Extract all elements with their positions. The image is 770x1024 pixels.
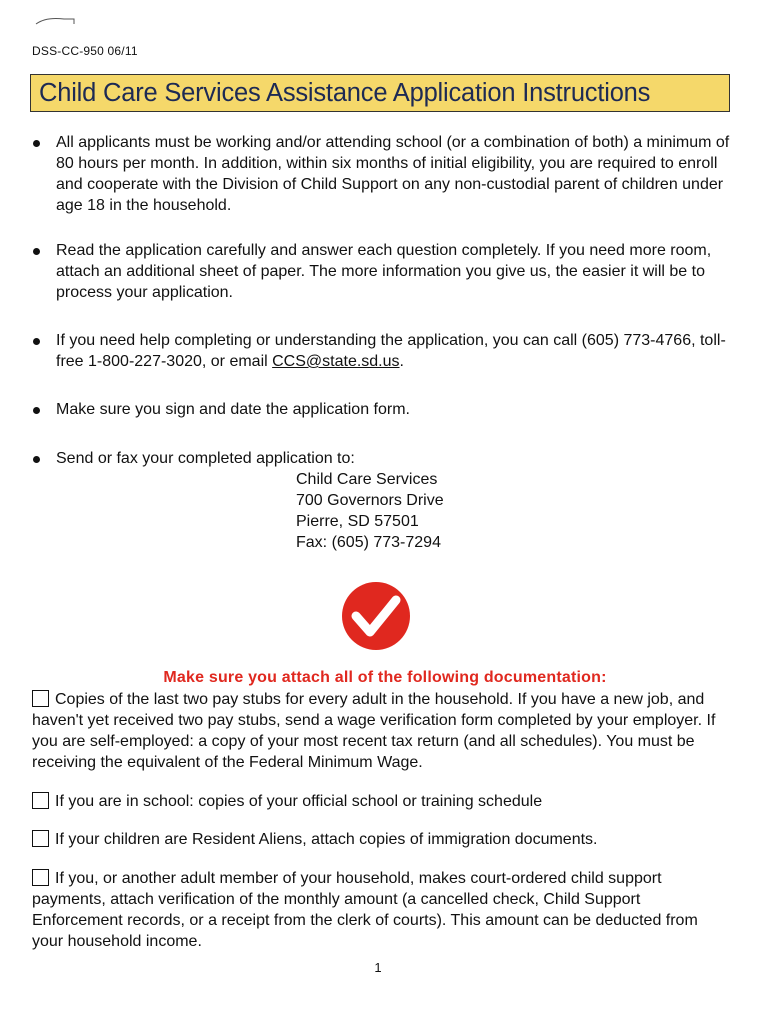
doc-item-text: If you, or another adult member of your household, makes court-ordered child support payments, attach verification of the monthly amount (a cancelled check, Child Support Enforcement records, or a receipt from the clerk of courts). This amount can be deducted from your household income.	[32, 870, 698, 950]
instruction-text: All applicants must be working and/or attending school (or a combination of both) a minimum of 80 hours per month. In addition, within six months of initial eligibility, you are required to enroll and cooperate with the Division of Child Support on any non-custodial parent of children under age 18 in the household.	[56, 134, 730, 214]
checkbox[interactable]	[32, 830, 49, 847]
doc-item-immigration	[32, 829, 732, 850]
checkbox[interactable]	[32, 792, 49, 809]
doc-item-school-schedule	[32, 791, 732, 812]
instruction-help-contact	[30, 330, 730, 372]
form-code: DSS-CC-950 06/11	[32, 44, 138, 58]
instruction-send-fax	[30, 448, 730, 469]
instruction-read-carefully	[30, 240, 730, 303]
corner-scan-mark	[34, 14, 78, 28]
instruction-text: Read the application carefully and answer each question completely. If you need more room, attach an additional sheet of paper. The more information you give us, the easier it will be to process your application.	[56, 242, 712, 301]
instruction-text: Send or fax your completed application to:	[56, 450, 355, 467]
email-link[interactable]: CCS@state.sd.us	[272, 353, 400, 370]
address-name: Child Care Services	[296, 471, 438, 488]
instruction-text	[56, 330, 730, 372]
instruction-text: Make sure you sign and date the application form.	[56, 401, 410, 418]
bullet-icon	[33, 248, 40, 255]
bullet-icon	[33, 338, 40, 345]
doc-item-text: Copies of the last two pay stubs for every adult in the household. If you have a new job, and haven't yet received two pay stubs, send a wage verification form completed by your employer. If you are self-employed: a copy of your most recent tax return (and all schedules). You must be receiving the equivalent of the Federal Minimum Wage.	[32, 691, 716, 771]
doc-item-text: If your children are Resident Aliens, attach copies of immigration documents.	[55, 831, 598, 848]
page-title: Child Care Services Assistance Application Instructions	[39, 78, 651, 107]
checkbox[interactable]	[32, 690, 49, 707]
bullet-icon	[33, 456, 40, 463]
address-city: Pierre, SD 57501	[296, 513, 419, 530]
checkmark-icon	[340, 580, 412, 652]
doc-item-pay-stubs	[32, 689, 732, 773]
doc-item-child-support	[32, 868, 732, 952]
instruction-eligibility	[30, 132, 730, 216]
address-fax: Fax: (605) 773-7294	[296, 534, 441, 551]
title-banner	[30, 74, 730, 112]
address-street: 700 Governors Drive	[296, 492, 444, 509]
mailing-address	[296, 469, 444, 553]
documentation-heading: Make sure you attach all of the following documentation:	[163, 669, 607, 686]
bullet-icon	[33, 407, 40, 414]
doc-item-text: If you are in school: copies of your official school or training schedule	[55, 793, 543, 810]
help-text: If you need help completing or understanding the application, you can call (605) 773-4766, toll-free 1-800-227-3020, or email	[56, 332, 726, 370]
instruction-sign-date	[30, 399, 730, 420]
page-number: 1	[374, 960, 382, 975]
bullet-icon	[33, 140, 40, 147]
help-text-end: .	[399, 353, 404, 370]
checkbox[interactable]	[32, 869, 49, 886]
